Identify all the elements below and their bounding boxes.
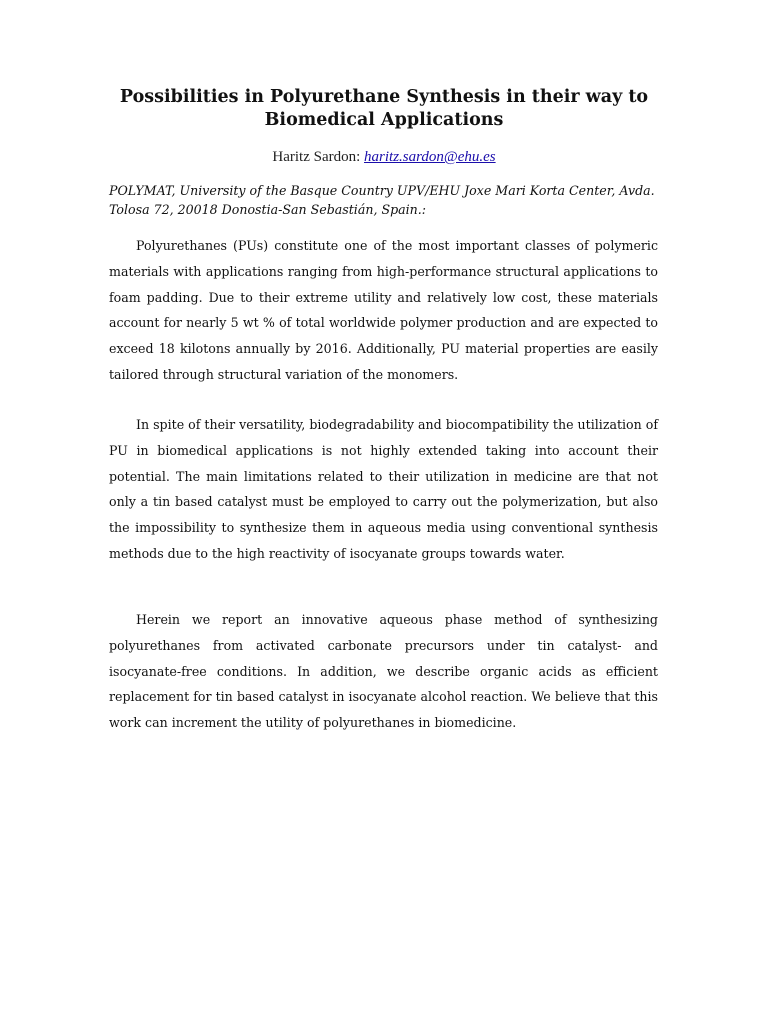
author-email-link[interactable]: haritz.sardon@ehu.es	[364, 149, 496, 165]
affiliation: POLYMAT, University of the Basque Country UPV/EHU Joxe Mari Korta Center, Avda. Tolosa 72, 20018 Donostia-San Sebastián, Spain.:	[109, 183, 655, 217]
document-title: Possibilities in Polyurethane Synthesis in their way to Biomedical Applications	[119, 87, 649, 130]
author-name: Haritz Sardon:	[272, 149, 361, 165]
abstract-paragraph-1: Polyurethanes (PUs) constitute one of the most important classes of polymeric materials with applications ranging from high-performance structural applications to foam padding. Due to their extreme utility and relatively low cost, these materials account for nearly 5 wt % of total worldwide polymer production and are expected to exceed 18 kilotons annually by 2016. Additionally, PU material properties are easily tailored through structural variation of the monomers.	[109, 238, 658, 382]
abstract-paragraph-2: In spite of their versatility, biodegradability and biocompatibility the utilization of PU in biomedical applications is not highly extended taking into account their potential. The main limitations related to their utilization in medicine are that not only a tin based catalyst must be employed to carry out the polymerization, but also the impossibility to synthesize them in aqueous media using conventional synthesis methods due to the high reactivity of isocyanate groups towards water.	[109, 417, 658, 561]
author-line	[100, 148, 668, 166]
abstract-paragraph-3: Herein we report an innovative aqueous phase method of synthesizing polyurethanes from activated carbonate precursors under tin catalyst- and isocyanate-free conditions. In addition, we describe organic acids as efficient replacement for tin based catalyst in isocyanate alcohol reaction. We believe that this work can increment the utility of polyurethanes in biomedicine.	[109, 612, 658, 731]
